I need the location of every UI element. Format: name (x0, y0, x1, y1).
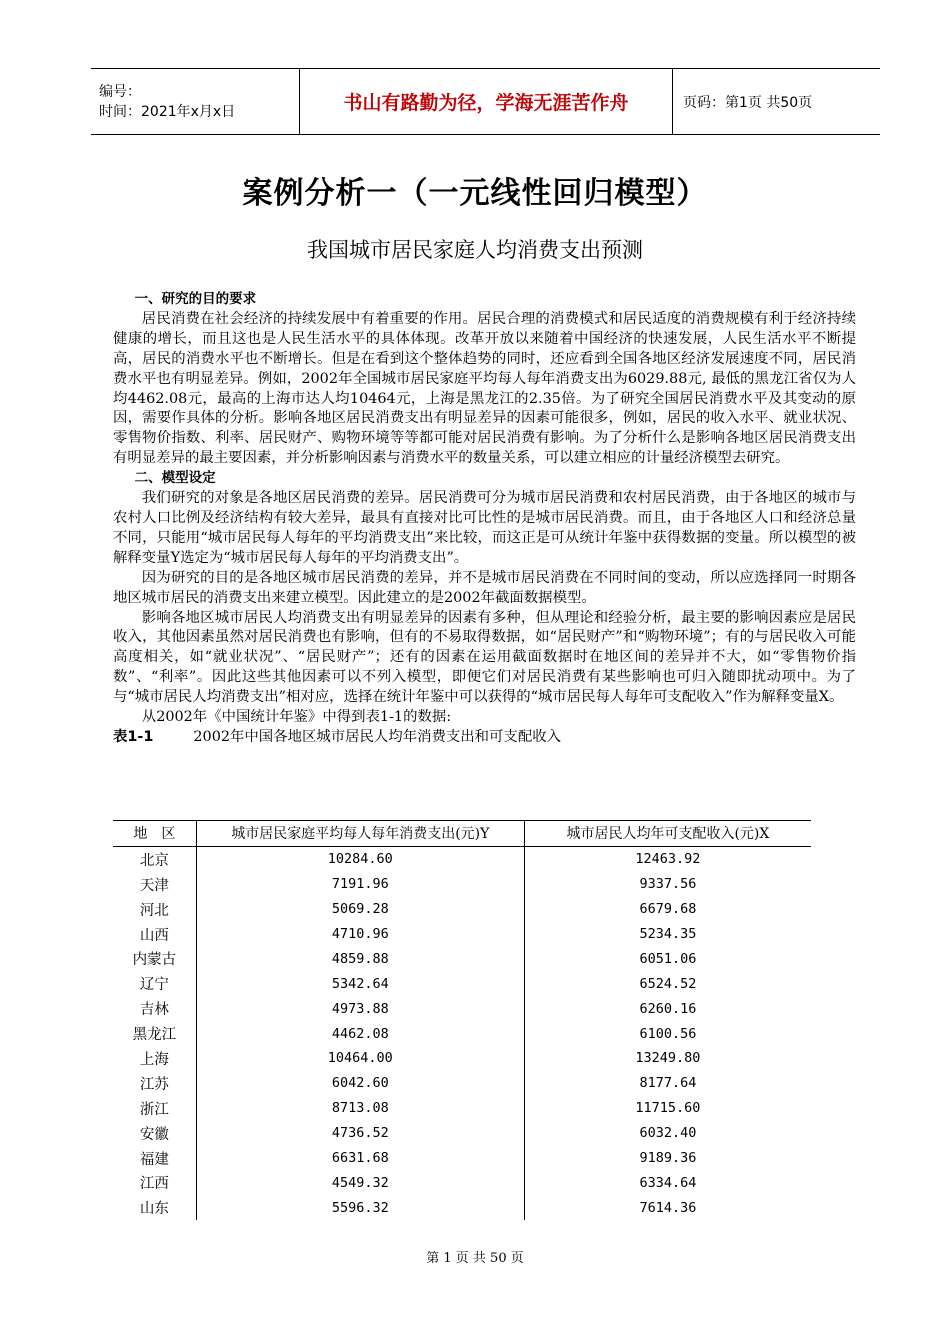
consumption-cell: 4710.96 (196, 922, 524, 947)
header-meta (91, 69, 300, 135)
income-cell: 13249.80 (635, 1050, 701, 1067)
table-label: 表1-1 (113, 728, 154, 745)
region-cell: 江西 (139, 1176, 169, 1193)
consumption-cell: 8713.08 (196, 1096, 524, 1121)
table-body (113, 846, 811, 1220)
region-cell: 山西 (139, 927, 169, 944)
region-cell: 安徽 (139, 1126, 169, 1143)
consumption-cell: 5596.32 (196, 1195, 524, 1220)
paragraph: 影响各地区城市居民人均消费支出有明显差异的因素有多种，但从理论和经验分析，最主要的影响因素应是居民收入，其他因素虽然对居民消费也有影响，但有的不易取得数据，如“居民财产”和“购物环境”；有的与居民收入可能高度相关，如“就业状况”、“居民财产”；还有的因素在运用截面数据时在地区间的差异并不大，如“零售物价指数”、“利率”。因此这些其他因素可以不列入模型，即便它们对居民消费有某些影响也可归入随即扰动项中。为了与“城市居民人均消费支出”相对应，选择在统计年鉴中可以获得的“城市居民每人每年可支配收入”作为解释变量X。 (113, 609, 856, 706)
region-cell: 河北 (139, 902, 169, 919)
table-row (113, 971, 811, 996)
income-cell: 5234.35 (639, 926, 697, 942)
paragraph: 从2002年《中国统计年鉴》中得到表1-1的数据: (141, 709, 452, 726)
table-row (113, 946, 811, 971)
consumption-cell: 4736.52 (196, 1121, 524, 1146)
region-cell: 福建 (139, 1151, 169, 1168)
table-row (113, 1071, 811, 1096)
consumption-cell: 4462.08 (196, 1021, 524, 1046)
region-cell: 上海 (139, 1051, 169, 1068)
column-header-consumption: 城市居民家庭平均每人每年消费支出(元)Y (196, 821, 524, 847)
page-title: 案例分析一（一元线性回归模型） (242, 176, 708, 211)
income-cell: 6524.52 (639, 975, 697, 992)
region-cell: 吉林 (139, 1002, 169, 1019)
header-page-info: 页码：第1页 共50页 (673, 69, 881, 135)
paragraph: 我们研究的对象是各地区居民消费的差异。居民消费可分为城市居民消费和农村居民消费，由于各地区的城市与农村人口比例及经济结构有较大差异，最具有直接对比可比性的是城市居民消费。而且，由于各地区人口和经济总量不同，只能用“城市居民每人每年的平均消费支出”来比较，而这正是可从统计年鉴中获得数据的变量。所以模型的被解释变量Y选定为“城市居民每人每年的平均消费支出”。 (113, 490, 856, 566)
income-cell: 6032.40 (639, 1125, 697, 1142)
column-header-region: 地 区 (113, 821, 196, 847)
region-cell: 内蒙古 (132, 952, 177, 969)
region-cell: 天津 (139, 877, 169, 894)
paragraph: 居民消费在社会经济的持续发展中有着重要的作用。居民合理的消费模式和居民适度的消费规模有利于经济持续健康的增长，而且这也是人民生活水平的具体体现。改革开放以来随着中国经济的快速发展，人民生活水平不断提高，居民的消费水平也不断增长。但是在看到这个整体趋势的同时，还应看到全国各地区经济发展速度不同，居民消费水平也有明显差异。例如，2002年全国城市居民家庭平均每人每年消费支出为6029.88元, 最低的黑龙江省仅为人均4462.08元，最高的上海市达人均10464元，上海是黑龙江的2.35倍。为了研究全国居民消费水平及其变动的原因，需要作具体的分析。影响各地区居民消费支出有明显差异的因素可能很多，例如，居民的收入水平、就业状况、零售物价指数、利率、居民财产、购物环境等等都可能对居民消费有影响。为了分析什么是影响各地区居民消费支出有明显差异的最主要因素，并分析影响因素与消费水平的数量关系，可以建立相应的计量经济模型去研究。 (113, 310, 856, 467)
region-cell: 山东 (139, 1201, 169, 1218)
consumption-cell: 4973.88 (196, 996, 524, 1021)
region-cell: 北京 (139, 852, 169, 869)
income-cell: 11715.60 (635, 1100, 701, 1117)
paragraph: 因为研究的目的是各地区城市居民消费的差异，并不是城市居民消费在不同时间的变动，所以应选择同一时期各地区城市居民的消费支出来建立模型。因此建立的是2002年截面数据模型。 (113, 569, 856, 606)
income-cell: 12463.92 (635, 851, 701, 868)
consumption-cell: 6042.60 (196, 1071, 524, 1096)
income-cell: 6100.56 (639, 1025, 697, 1042)
region-cell: 黑龙江 (132, 1027, 177, 1044)
section-heading-model: 二、模型设定 (134, 470, 216, 487)
income-cell: 6051.06 (639, 950, 697, 967)
document-body (113, 290, 856, 748)
document-number-label: 编号： (99, 83, 141, 100)
table-row (113, 872, 811, 897)
table-header-row (113, 821, 811, 847)
section-heading-purpose: 一、研究的目的要求 (134, 291, 257, 307)
header-motto: 书山有路勤为径，学海无涯苦作舟 (300, 69, 673, 135)
page-header (91, 68, 880, 135)
table-row (113, 1170, 811, 1195)
consumption-cell: 10284.60 (196, 846, 524, 871)
table-row (113, 897, 811, 922)
data-table (113, 820, 811, 1220)
income-cell: 6260.16 (639, 1000, 697, 1017)
region-cell: 辽宁 (139, 977, 169, 994)
page-footer: 第 1 页 共 50 页 (426, 1251, 524, 1266)
table-row (113, 1195, 811, 1220)
income-cell: 8177.64 (639, 1075, 697, 1092)
document-time-label: 时间：2021年x月x日 (99, 103, 236, 120)
consumption-cell: 5069.28 (196, 897, 524, 922)
income-cell: 9189.36 (639, 1150, 697, 1167)
table-caption (113, 728, 856, 748)
table-row (113, 922, 811, 947)
region-cell: 浙江 (139, 1101, 169, 1118)
consumption-cell: 4549.32 (196, 1170, 524, 1195)
column-header-income: 城市居民人均年可支配收入(元)X (524, 821, 811, 847)
table-row (113, 1021, 811, 1046)
consumption-cell: 4859.88 (196, 946, 524, 971)
income-cell: 6334.64 (639, 1174, 697, 1191)
income-cell: 7614.36 (639, 1199, 697, 1216)
income-cell: 9337.56 (639, 876, 697, 893)
table-row (113, 846, 811, 871)
table-caption-text: 2002年中国各地区城市居民人均年消费支出和可支配收入 (193, 728, 561, 745)
table-row (113, 1121, 811, 1146)
table-row (113, 1096, 811, 1121)
consumption-cell: 10464.00 (196, 1046, 524, 1071)
page-subtitle: 我国城市居民家庭人均消费支出预测 (307, 238, 643, 262)
region-cell: 江苏 (139, 1076, 169, 1093)
consumption-cell: 5342.64 (196, 971, 524, 996)
consumption-cell: 7191.96 (196, 872, 524, 897)
consumption-cell: 6631.68 (196, 1146, 524, 1171)
table-row (113, 1046, 811, 1071)
income-cell: 6679.68 (639, 901, 697, 918)
table-row (113, 1146, 811, 1171)
table-row (113, 996, 811, 1021)
